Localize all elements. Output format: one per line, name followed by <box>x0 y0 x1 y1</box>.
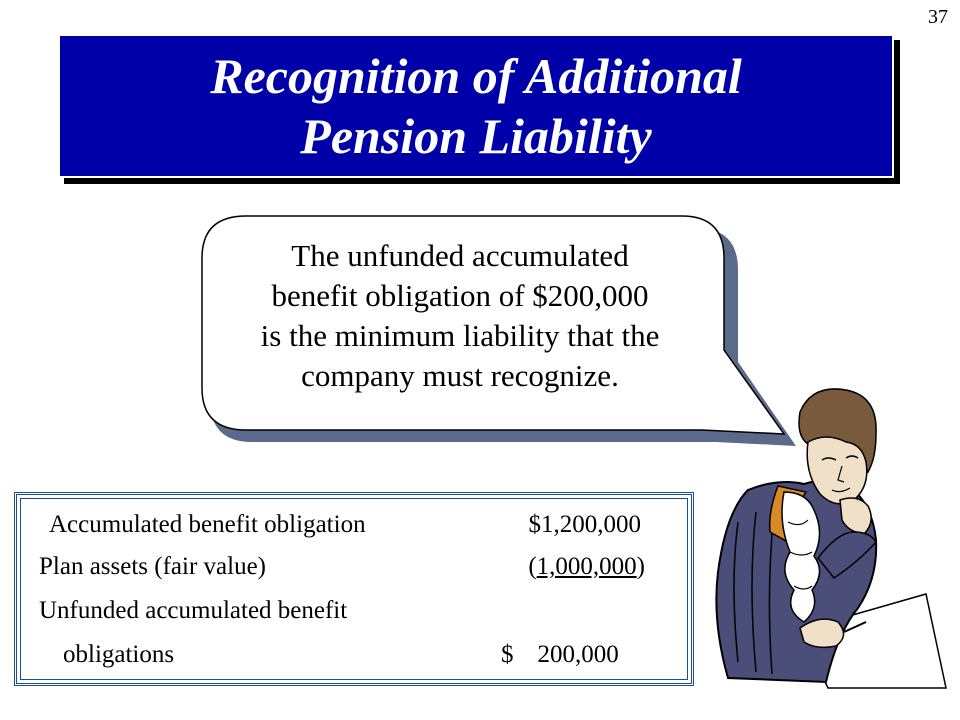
bubble-line-4: company must recognize. <box>301 358 619 393</box>
table-row <box>17 635 691 675</box>
row-label: Accumulated benefit obligation <box>49 511 366 538</box>
amount-value: 1,000,000 <box>536 553 637 580</box>
bubble-line-3: is the minimum liability that the <box>260 318 660 353</box>
amount-value: 200,000 <box>537 641 619 668</box>
speech-bubble-text <box>210 236 710 396</box>
amount-currency: $ <box>501 641 514 668</box>
table-row <box>17 547 691 587</box>
row-amount: $1,200,000 <box>528 511 641 538</box>
amount-paren-close: ) <box>636 553 645 580</box>
row-amount <box>528 547 645 587</box>
hand-writing <box>800 619 844 647</box>
bubble-line-2: benefit obligation of $200,000 <box>271 278 649 313</box>
table-row <box>17 505 691 545</box>
table-row <box>17 591 691 631</box>
row-amount <box>501 635 641 675</box>
amount-paren-open: ( <box>528 553 537 580</box>
row-label: obligations <box>63 641 175 668</box>
businessman-icon <box>708 382 948 692</box>
liability-table <box>14 492 694 686</box>
title-line-2: Pension Liability <box>300 108 652 164</box>
row-label: Unfunded accumulated benefit <box>39 597 348 624</box>
bubble-line-1: The unfunded accumulated <box>291 238 629 273</box>
slide-number: 37 <box>928 6 948 28</box>
row-label: Plan assets (fair value) <box>39 553 267 580</box>
title-line-1: Recognition of Additional <box>210 48 742 104</box>
